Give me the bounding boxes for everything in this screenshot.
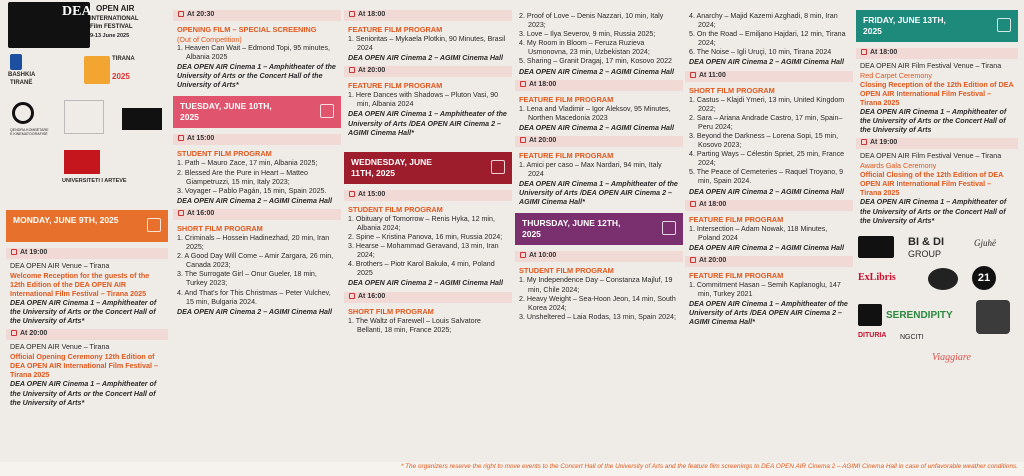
sponsor-serendipity: SERENDIPITY bbox=[886, 309, 953, 321]
calendar-icon bbox=[997, 18, 1011, 32]
time-label: At 16:00 bbox=[187, 209, 215, 217]
time-label: At 20:00 bbox=[529, 136, 557, 144]
calendar-icon bbox=[662, 221, 676, 235]
time-slot bbox=[685, 200, 853, 211]
cinema-location: DEA OPEN AIR Cinema 2 – AGIMI Cinema Hall bbox=[348, 54, 503, 63]
film-item: 1. Commitment Hasan – Semih Kaplanoglu, 147 min, Turkey 2021 bbox=[689, 280, 841, 298]
event-title: Official Opening Ceremony 12th Edition of DEA OPEN AIR International Film Festival – Tirana 2025 bbox=[10, 352, 159, 380]
section-title: FEATURE FILM PROGRAM bbox=[519, 150, 614, 160]
day-title: THURSDAY, JUNE 12TH, 2025 bbox=[522, 218, 621, 240]
film-item: 3. Beyond the Darkness – Lorena Sopi, 15 min, Kosovo 2023; bbox=[689, 131, 839, 150]
section-title: FEATURE FILM PROGRAM bbox=[689, 214, 784, 224]
day-title: MONDAY, JUNE 9TH, 2025 bbox=[13, 215, 119, 225]
film-item: 2. Blessed Are the Pure in Heart – Matteo Giampetruzzi, 15 min, Italy 2023; bbox=[177, 168, 308, 186]
time-slot bbox=[856, 48, 1018, 59]
festival-logo bbox=[6, 0, 168, 50]
sponsor-script: Gjuhë bbox=[974, 237, 996, 248]
sponsor-viaggiare: Viaggiare bbox=[932, 351, 971, 363]
sponsor-whisky-icon bbox=[928, 268, 958, 290]
time-slot bbox=[344, 66, 512, 77]
film-item: 1. Here Dances with Shadows – Pluton Vasi, 90 min, Albania 2024 bbox=[348, 91, 499, 109]
film-item: 3. Unsheltered – Laia Rodas, 13 min, Spain 2024; bbox=[519, 312, 676, 321]
time-slot bbox=[173, 10, 341, 21]
column-thursday-cont bbox=[685, 0, 853, 462]
film-item: 5. The Peace of Cemeteries – Raquel Troyano, 9 min, Spain 2024. bbox=[689, 168, 844, 186]
time-label: At 15:00 bbox=[358, 190, 386, 198]
event-title: Closing Reception of the 12th Edition of DEA OPEN AIR International Film Festival – Tirana 2025 bbox=[860, 80, 1014, 108]
film-item: 4. My Room in Bloom – Feruza Ruzieva Usmonovna, 23 min, Uzbekistan 2024; bbox=[519, 39, 650, 57]
ua-label: UNIVERSITETI I ARTEVE bbox=[62, 178, 127, 184]
calendar-icon bbox=[320, 104, 334, 118]
clock-icon bbox=[178, 11, 184, 17]
time-label: At 16:00 bbox=[358, 292, 386, 300]
film-item: 3. The Surrogate Girl – Onur Gueler, 18 min, Turkey 2023; bbox=[177, 270, 317, 288]
cinema-location: DEA OPEN AIR Cinema 1 – Amphitheater of the University of Arts or the Concert Hall of the University of Arts* bbox=[177, 63, 336, 90]
time-label: At 20:00 bbox=[699, 256, 727, 264]
cinema-location: DEA OPEN AIR Cinema 1 – Amphitheater of the University of Arts or the Concert Hall of the University of Arts* bbox=[860, 198, 1007, 225]
section-title: SHORT FILM PROGRAM bbox=[177, 223, 263, 233]
time-label: At 20:30 bbox=[187, 11, 215, 18]
day-header-monday bbox=[6, 210, 168, 242]
film-item: 1. Senioritas – Mykaela Plotkin, 90 Minutes, Brasil 2024 bbox=[348, 35, 506, 53]
section-subtitle: (Out of Competition) bbox=[177, 35, 242, 44]
film-item: 1. The Waltz of Farewell – Louis Salvatore Bellanti, 18 min, France 2025; bbox=[348, 316, 481, 334]
film-item: 4. And That's for This Christmas – Peter Vulchev, 15 min, Bulgaria 2024. bbox=[177, 288, 331, 306]
time-slot bbox=[856, 138, 1018, 149]
section-title: STUDENT FILM PROGRAM bbox=[177, 149, 272, 159]
building-logo-icon bbox=[64, 100, 104, 134]
sponsor-logo-s bbox=[858, 304, 882, 326]
brand-open-air: OPEN AIR bbox=[96, 4, 135, 13]
time-label: At 19:00 bbox=[870, 139, 898, 147]
time-label: At 10:00 bbox=[529, 252, 557, 260]
day-title: TUESDAY, JUNE 10TH, 2025 bbox=[180, 101, 272, 123]
clock-icon bbox=[690, 72, 696, 78]
cinema-location: DEA OPEN AIR Cinema 1 – Amphitheater of the University of Arts /DEA OPEN AIR Cinema 2 – AGIMI Cinema Hall* bbox=[348, 110, 507, 137]
cinema-location: DEA OPEN AIR Cinema 2 – AGIMI Cinema Hall bbox=[689, 187, 844, 196]
clock-icon bbox=[690, 201, 696, 207]
day-header-friday bbox=[856, 10, 1018, 42]
time-slot bbox=[515, 251, 683, 262]
time-label: At 18:00 bbox=[699, 200, 727, 208]
section-title: OPENING FILM – SPECIAL SCREENING bbox=[177, 25, 317, 34]
cinema-location: DEA OPEN AIR Cinema 1 – Amphitheater of the University of Arts or the Concert Hall of the University of Arts bbox=[860, 108, 1007, 135]
time-slot bbox=[685, 71, 853, 82]
section-title: STUDENT FILM PROGRAM bbox=[348, 204, 443, 214]
section-title: FEATURE FILM PROGRAM bbox=[348, 25, 443, 34]
sponsor-dituria: DITURIA bbox=[858, 331, 887, 339]
column-tuesday bbox=[173, 0, 341, 462]
day-title: FRIDAY, JUNE 13TH, 2025 bbox=[863, 15, 946, 36]
clock-icon bbox=[349, 67, 355, 73]
venue-text: DEA OPEN AIR Venue – Tirana bbox=[10, 343, 110, 352]
logo-row-2 bbox=[6, 98, 168, 148]
cinema-location: DEA OPEN AIR Cinema 2 – AGIMI Cinema Hall bbox=[177, 196, 332, 205]
column-friday bbox=[856, 0, 1018, 462]
film-item: 1. Castus – Klajdi Ymeri, 13 min, United Kingdom 2022; bbox=[689, 95, 845, 113]
bashkia-city: TIRANË bbox=[10, 80, 33, 86]
film-item: 1. Amici per caso – Max Nardari, 94 min, Italy 2024 bbox=[519, 160, 662, 179]
sponsor-21: 21 bbox=[972, 266, 996, 290]
sponsor-logo-1 bbox=[858, 236, 894, 258]
calendar-icon bbox=[147, 218, 161, 232]
film-item: 1. Path – Mauro Zace, 17 min, Albania 2025; bbox=[177, 159, 318, 168]
time-slot bbox=[515, 136, 683, 147]
clock-icon bbox=[11, 330, 17, 336]
section-title: FEATURE FILM PROGRAM bbox=[689, 270, 784, 280]
clock-icon bbox=[349, 191, 355, 197]
cinema-location: DEA OPEN AIR Cinema 1 – Amphitheater of the University of Arts /DEA OPEN AIR Cinema 2 – AGIMI Cinema Hall* bbox=[519, 180, 678, 207]
ceremony-label: Awards Gala Ceremony bbox=[860, 161, 937, 171]
time-slot bbox=[6, 248, 168, 259]
film-item: 2. Spine – Kristina Panova, 16 min, Russia 2024; bbox=[348, 232, 503, 241]
time-slot bbox=[173, 209, 341, 220]
sponsor-logos bbox=[856, 232, 1018, 382]
brand-international: INTERNATIONAL bbox=[90, 16, 139, 22]
time-slot bbox=[515, 80, 683, 91]
ua-logo-icon bbox=[64, 150, 100, 174]
time-label: At 19:00 bbox=[20, 249, 48, 256]
time-slot bbox=[344, 292, 512, 303]
venue-text: DEA OPEN AIR Film Festival Venue – Tirana bbox=[860, 152, 1002, 161]
film-item: 2. Proof of Love – Denis Nazzari, 10 min, Italy 2023; bbox=[519, 12, 664, 30]
event-title: Official Closing of the 12th Edition of DEA OPEN AIR International Film Festival – Tirana 2025 bbox=[860, 170, 1004, 198]
clock-icon bbox=[520, 81, 526, 87]
logo-row-3 bbox=[6, 148, 168, 194]
time-label: At 18:00 bbox=[358, 11, 386, 18]
brand-dea: DEA bbox=[62, 4, 92, 19]
calendar-icon bbox=[491, 160, 505, 174]
film-item: 4. Parting Ways – Célestin Spriet, 25 min, France 2024; bbox=[689, 150, 845, 168]
dark-logo-icon bbox=[122, 108, 162, 130]
film-item: 3. Hearse – Mohammad Geravand, 13 min, Iran 2024; bbox=[348, 242, 499, 260]
column-wednesday bbox=[344, 0, 512, 462]
day-header-thursday bbox=[515, 213, 683, 245]
time-label: At 18:00 bbox=[529, 80, 557, 88]
footnote: * The organizers reserve the right to move events to the Concert Hall of the University of Arts and the feature film screenings to DEA OPEN AIR Cinema 2 – AGIMI Cinema Hall in case of unfavorable weather conditions. bbox=[400, 463, 1018, 470]
film-item: 3. Voyager – Pablo Pagán, 15 min, Spain 2025. bbox=[177, 186, 327, 195]
film-item: 2. Heavy Weight – Sea-Hoon Jeon, 14 min, South Korea 2024; bbox=[519, 294, 676, 312]
time-slot bbox=[344, 190, 512, 201]
clock-icon bbox=[520, 252, 526, 258]
time-label: At 20:00 bbox=[20, 330, 48, 338]
brand-film-festival: Film FESTIVAL bbox=[90, 24, 133, 30]
clock-icon bbox=[11, 249, 17, 255]
clock-icon bbox=[349, 293, 355, 299]
time-label: At 18:00 bbox=[870, 49, 898, 56]
film-item: 2. Sara – Ariana Andrade Castro, 17 min, Spain–Peru 2024; bbox=[689, 113, 843, 131]
film-item: 5. Sharing – Granit Dragaj, 17 min, Kosovo 2022 bbox=[519, 57, 672, 66]
logo-row-1 bbox=[6, 50, 168, 98]
cinema-location: DEA OPEN AIR Cinema 1 – Amphitheater of the University of Arts or the Concert Hall of the University of Arts* bbox=[10, 299, 157, 326]
cinema-location: DEA OPEN AIR Cinema 2 – AGIMI Cinema Hall bbox=[348, 279, 503, 288]
time-label: At 20:00 bbox=[358, 67, 386, 75]
clock-icon bbox=[178, 210, 184, 216]
section-title: SHORT FILM PROGRAM bbox=[689, 85, 775, 95]
venue-text: DEA OPEN AIR Venue – Tirana bbox=[10, 262, 110, 270]
bashkia-emblem-icon bbox=[10, 54, 22, 70]
sponsor-bidi-group: GROUP bbox=[908, 248, 942, 259]
clock-icon bbox=[349, 11, 355, 17]
ceremony-label: Red Carpet Ceremony bbox=[860, 71, 932, 81]
cinema-location: DEA OPEN AIR Cinema 1 – Amphitheater of the University of Arts /DEA OPEN AIR Cinema 2 – AGIMI Cinema Hall* bbox=[689, 300, 848, 327]
venue-text: DEA OPEN AIR Film Festival Venue – Tirana bbox=[860, 62, 1002, 70]
section-title: SHORT FILM PROGRAM bbox=[348, 306, 434, 316]
tirana-label: TIRANA bbox=[112, 56, 135, 62]
section-title: FEATURE FILM PROGRAM bbox=[348, 81, 443, 91]
tirana-logo-icon bbox=[84, 56, 110, 84]
sponsor-ngciti: NGCITI bbox=[900, 333, 924, 341]
cinema-location: DEA OPEN AIR Cinema 2 – AGIMI Cinema Hall bbox=[177, 307, 332, 316]
tirana-year: 2025 bbox=[112, 72, 130, 81]
brand-dates: 9-13 June 2025 bbox=[90, 33, 130, 39]
time-label: At 11:00 bbox=[699, 71, 726, 79]
day-header-wednesday bbox=[344, 152, 512, 184]
film-item: 5. On the Road – Emiljano Hajdari, 12 min, Tirana 2024; bbox=[689, 30, 846, 48]
day-title: WEDNESDAY, JUNE 11TH, 2025 bbox=[351, 156, 432, 178]
film-item: 1. Obituary of Tomorrow – Renis Hyka, 12 min, Albania 2024; bbox=[348, 214, 495, 232]
film-item: 1. Intersection – Adam Nowak, 118 Minutes, Poland 2024 bbox=[689, 224, 828, 242]
cinema-location: DEA OPEN AIR Cinema 2 – AGIMI Cinema Hall bbox=[689, 58, 844, 67]
cinema-location: DEA OPEN AIR Cinema 1 – Amphitheater of the University of Arts or the Concert Hall of the University of Arts* bbox=[10, 380, 157, 407]
cinema-location: DEA OPEN AIR Cinema 2 – AGIMI Cinema Hall bbox=[519, 123, 674, 132]
clock-icon bbox=[690, 257, 696, 263]
column-monday bbox=[6, 0, 168, 462]
film-item: 6. The Noise – Igli Uruçi, 10 min, Tirana 2024 bbox=[689, 48, 832, 57]
day-header-tuesday bbox=[173, 96, 341, 128]
clock-icon bbox=[861, 139, 867, 145]
film-item: 1. Criminals – Hossein Hadinezhad, 20 min, Iran 2025; bbox=[177, 233, 330, 252]
time-slot bbox=[344, 10, 512, 21]
cinema-location: DEA OPEN AIR Cinema 2 – AGIMI Cinema Hall bbox=[689, 243, 844, 252]
sponsor-logo-box bbox=[976, 300, 1010, 334]
section-title: STUDENT FILM PROGRAM bbox=[519, 266, 614, 276]
film-item: 4. Anarchy – Majid Kazemi Azghadi, 8 min, Iran 2024; bbox=[689, 12, 838, 30]
okk-logo-icon bbox=[12, 102, 34, 124]
section-title: FEATURE FILM PROGRAM bbox=[519, 94, 614, 104]
okk-label: QENDRA KOMBËTARE E KINEMATOGRAFISË bbox=[10, 128, 49, 136]
clock-icon bbox=[520, 137, 526, 143]
sponsor-exlibris: ExLibris bbox=[858, 271, 896, 283]
film-item: 4. Brothers – Piotr Karol Bakuła, 4 min, Poland 2025 bbox=[348, 260, 495, 278]
event-title: Welcome Reception for the guests of the 12th Edition of the DEA OPEN AIR International Film Festival – Tirana 2025 bbox=[10, 271, 150, 299]
clock-icon bbox=[861, 49, 867, 55]
sponsor-bidi: BI & DI bbox=[908, 235, 945, 248]
time-slot bbox=[685, 256, 853, 267]
time-label: At 15:00 bbox=[187, 135, 215, 143]
film-item: 3. Love – Ilya Severov, 9 min, Russia 2025; bbox=[519, 30, 656, 39]
film-item: 1. Heaven Can Wait – Edmond Topi, 95 minutes, Albania 2025 bbox=[177, 44, 330, 62]
bashkia-label: BASHKIA bbox=[8, 72, 36, 78]
film-item: 2. A Good Day Will Come – Amir Zargara, 26 min, Canada 2023; bbox=[177, 252, 334, 270]
column-thursday bbox=[515, 0, 683, 462]
time-slot bbox=[173, 134, 341, 145]
cinema-location: DEA OPEN AIR Cinema 2 – AGIMI Cinema Hall bbox=[519, 67, 674, 76]
clock-icon bbox=[178, 135, 184, 141]
film-item: 1. Lena and Vladimir – Igor Aleksov, 95 Minutes, Northen Macedonia 2023 bbox=[519, 104, 671, 122]
time-slot bbox=[6, 329, 168, 340]
film-item: 1. My Independence Day – Constanza Majluf, 19 min, Chile 2024; bbox=[519, 276, 673, 294]
